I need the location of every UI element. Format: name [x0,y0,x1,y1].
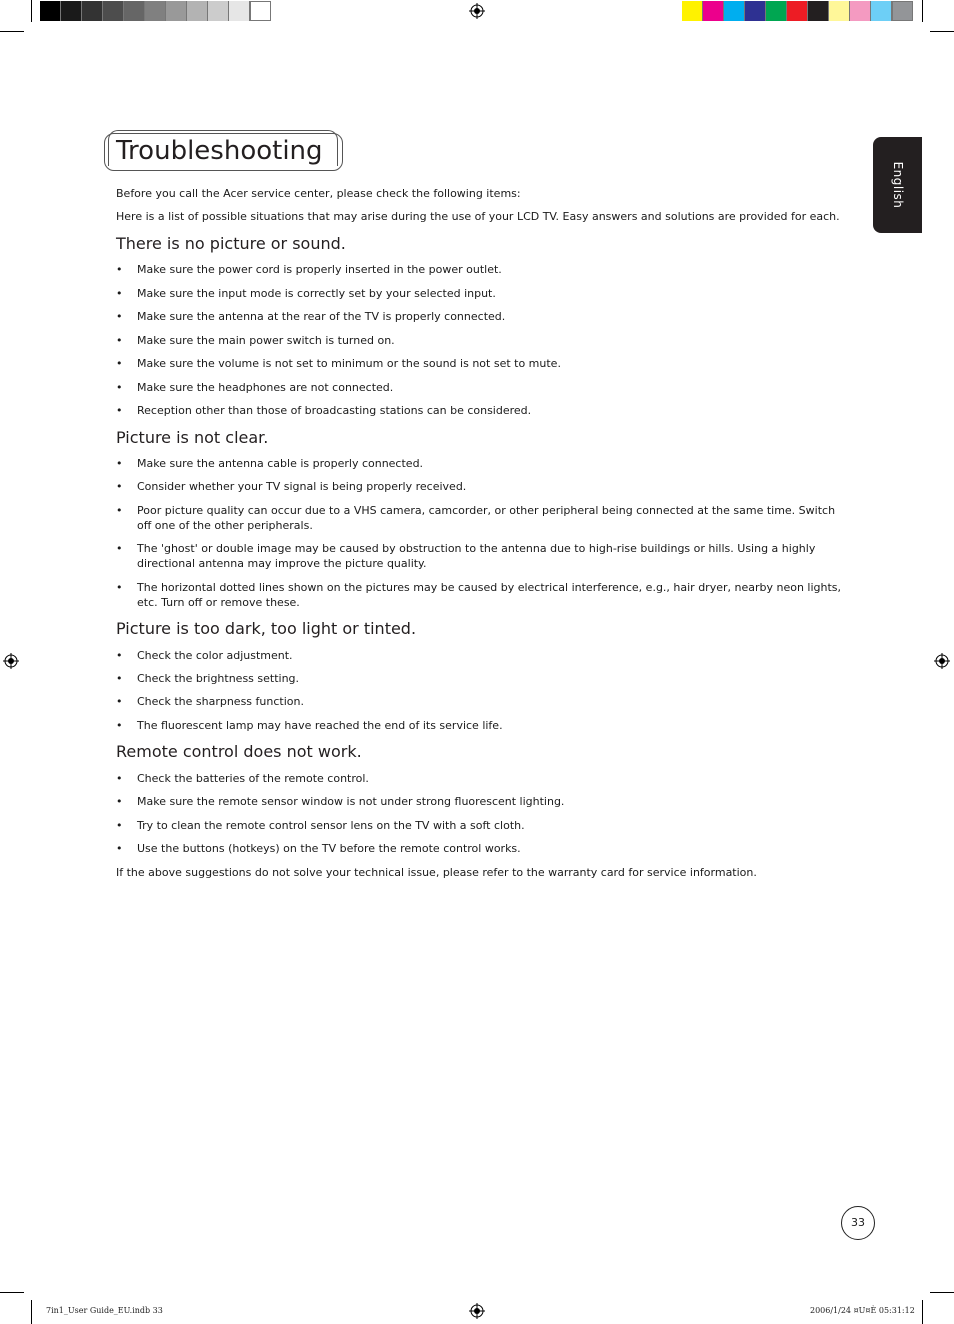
bullet-icon: • [116,334,123,347]
color-swatch [850,1,871,21]
color-swatch [250,1,271,21]
crop-mark [0,1292,24,1293]
list-item-text: Make sure the antenna cable is properly connected. [137,457,424,470]
list-item-text: Check the sharpness function. [137,695,304,708]
footer-timestamp: 2006/1/24 ¤U¤È 05:31:12 [810,1306,915,1315]
list-item-text: Make sure the power cord is properly inserted in the power outlet. [137,263,502,276]
section-heading: There is no picture or sound. [116,234,346,253]
bullet-icon: • [116,772,123,785]
bullet-icon: • [116,287,123,300]
color-swatch [40,1,61,21]
list-item-text: The fluorescent lamp may have reached the end of its service life. [137,719,503,732]
bullet-icon: • [116,263,123,276]
list-item-text: Try to clean the remote control sensor lens on the TV with a soft cloth. [137,819,525,832]
crop-mark [0,31,24,32]
section-heading: Remote control does not work. [116,742,362,761]
color-swatch [187,1,208,21]
bullet-icon: • [116,357,123,370]
bullet-icon: • [116,504,123,517]
list-item-text: The horizontal dotted lines shown on the pictures may be caused by electrical interference, e.g., hair dryer, nearby neon lights, etc. Turn off or remove these. [137,581,842,609]
list-item-text: Poor picture quality can occur due to a VHS camera, camcorder, or other peripheral being connected at the same time. Switch off one of the other peripherals. [137,504,836,532]
color-swatch [103,1,124,21]
bullet-icon: • [116,480,123,493]
crop-mark [922,0,923,22]
language-tab [873,137,922,233]
color-swatch [82,1,103,21]
color-swatch [787,1,808,21]
bullet-icon: • [116,542,123,555]
crop-mark [930,31,954,32]
crop-mark [930,1292,954,1293]
crop-mark [31,0,32,22]
page-number: 33 [841,1206,875,1240]
list-item-text: Make sure the volume is not set to minimum or the sound is not set to mute. [137,357,561,370]
color-swatch [745,1,766,21]
color-swatch [766,1,787,21]
color-swatch [208,1,229,21]
color-swatch [61,1,82,21]
intro-line: Here is a list of possible situations that may arise during the use of your LCD TV. Easy answers and solutions are provided for each. [116,210,840,223]
list-item-text: Check the color adjustment. [137,649,293,662]
color-swatch [892,1,913,21]
bullet-icon: • [116,719,123,732]
bullet-icon: • [116,649,123,662]
color-swatch [871,1,892,21]
bullet-icon: • [116,404,123,417]
registration-mark-icon [934,653,950,669]
bullet-icon: • [116,695,123,708]
intro-line: Before you call the Acer service center, please check the following items: [116,187,521,200]
list-item-text: Make sure the headphones are not connected. [137,381,394,394]
bullet-icon: • [116,310,123,323]
color-swatch [145,1,166,21]
list-item-text: The 'ghost' or double image may be caused by obstruction to the antenna due to high-rise buildings or hills. Using a highly directional antenna may improve the picture quality. [137,542,816,570]
registration-mark-icon [469,3,485,19]
crop-mark [31,1300,32,1324]
color-swatch [808,1,829,21]
bullet-icon: • [116,381,123,394]
color-swatch [124,1,145,21]
bullet-icon: • [116,672,123,685]
page-title: Troubleshooting [116,136,323,166]
list-item-text: Reception other than those of broadcasting stations can be considered. [137,404,532,417]
list-item-text: Consider whether your TV signal is being properly received. [137,480,467,493]
footer-file-name: 7in1_User Guide_EU.indb 33 [46,1306,163,1315]
color-swatch [703,1,724,21]
color-swatch [229,1,250,21]
list-item-text: Make sure the input mode is correctly set by your selected input. [137,287,496,300]
closing-note: If the above suggestions do not solve your technical issue, please refer to the warranty card for service information. [116,866,757,879]
list-item-text: Make sure the antenna at the rear of the TV is properly connected. [137,310,506,323]
color-swatch [724,1,745,21]
color-swatch [829,1,850,21]
section-heading: Picture is not clear. [116,428,269,447]
registration-mark-icon [3,653,19,669]
list-item-text: Make sure the main power switch is turned on. [137,334,395,347]
color-swatch [166,1,187,21]
crop-mark [922,1300,923,1324]
list-item-text: Make sure the remote sensor window is not under strong fluorescent lighting. [137,795,565,808]
list-item-text: Use the buttons (hotkeys) on the TV before the remote control works. [137,842,521,855]
section-heading: Picture is too dark, too light or tinted. [116,619,417,638]
language-tab-label: English [890,161,905,209]
bullet-icon: • [116,795,123,808]
color-swatch [682,1,703,21]
bullet-icon: • [116,457,123,470]
list-item-text: Check the brightness setting. [137,672,300,685]
bullet-icon: • [116,842,123,855]
registration-mark-icon [469,1303,485,1319]
bullet-icon: • [116,819,123,832]
bullet-icon: • [116,581,123,594]
list-item-text: Check the batteries of the remote control. [137,772,369,785]
